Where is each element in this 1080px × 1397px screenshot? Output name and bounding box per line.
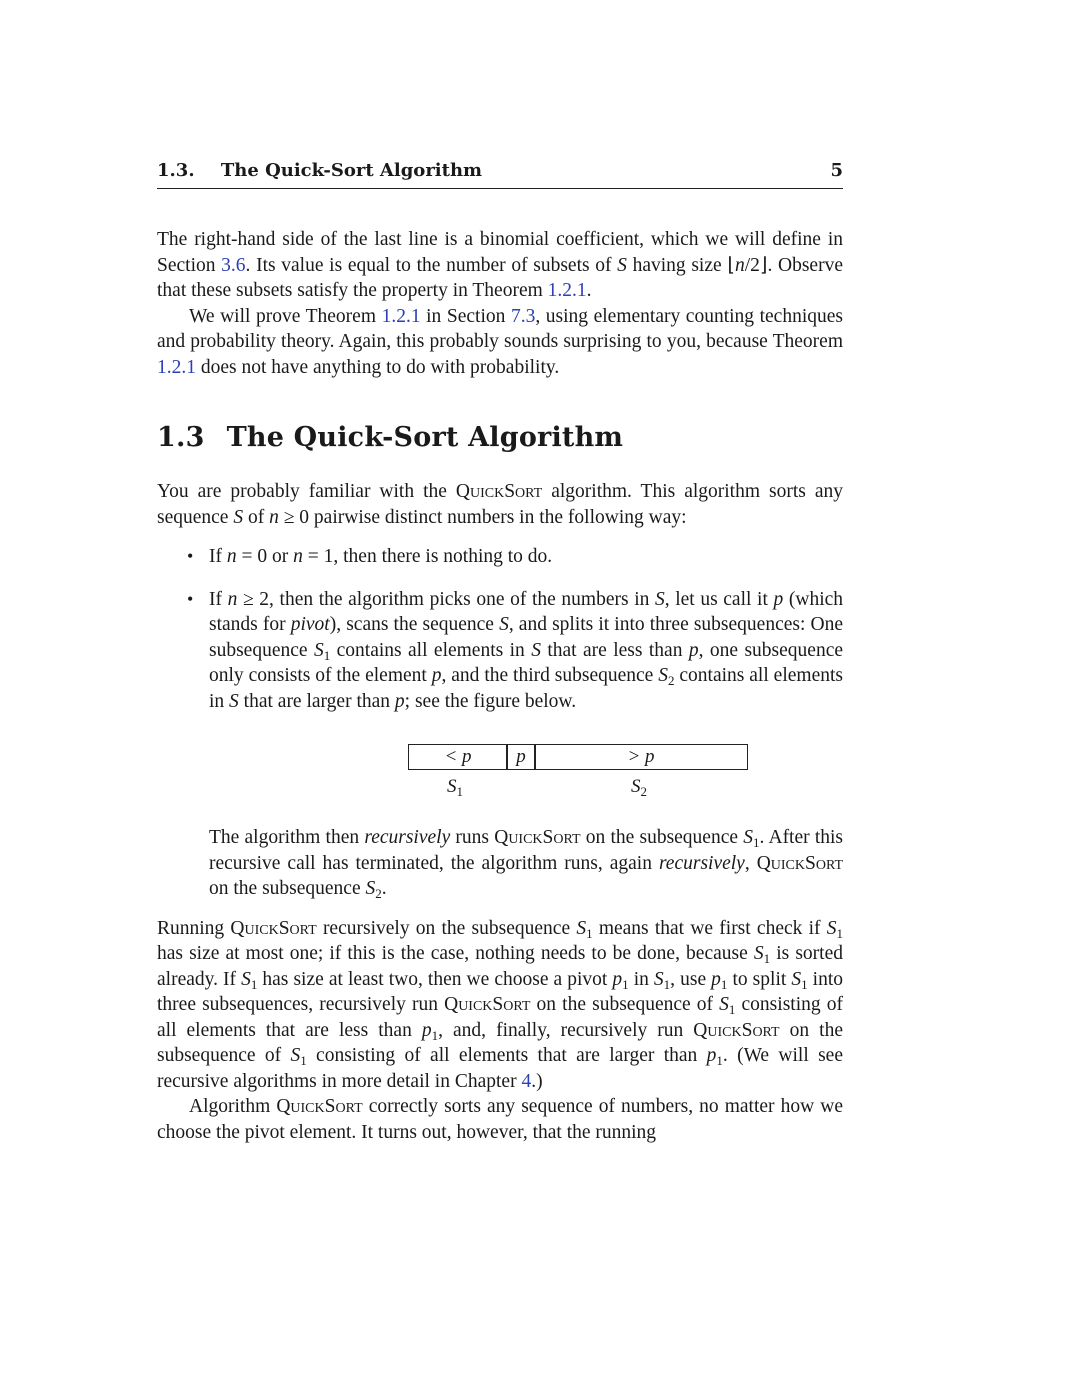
section-number: 1.3 [157,422,205,453]
intro-paragraph-1: The right-hand side of the last line is a binomial coefficient, which we will define in Section 3.6. Its value is equal to the number of subsets of S having size ⌊n/2⌋. Observe that these subsets satisfy the property in Theorem 1.2.1. [157,229,843,301]
link-section-3-6[interactable]: 3.6 [221,254,246,276]
link-theorem-1-2-1[interactable]: 1.2.1 [547,280,587,301]
running-quicksort-paragraph: Running QuickSort recursively on the subsequence $S_1$ means that we first check if $S_1$ has size at most one; if this is the case, nothing needs to be done, because $S_1$ is sorted already. If $S_1$ has size at least two, then we choose a pivot $p_1$ in $S_1$, use $p_1$ to split $S_1$ into three subsequences, recursively run QuickSort on the subsequence of $S_1$ consisting of all elements that are less than $p_1$, and, finally, recursively run QuickSort on the subsequence of $S_1$ consisting of all elements that are larger than $p_1$. (We will see recursive algorithms in more detail in Chapter 4.) [157,917,843,1092]
pivot-box: p [506,744,536,770]
link-theorem-1-2-1[interactable]: 1.2.1 [381,305,421,327]
link-section-7-3[interactable]: 7.3 [510,305,536,327]
section-title: The Quick-Sort Algorithm [226,422,624,453]
running-head-title-group [157,160,482,181]
running-head-title: The Quick-Sort Algorithm [220,160,483,181]
greater-than-pivot-box: > p [534,744,748,770]
intro-paragraph-2: We will prove Theorem 1.2.1 in Section 7.3, using elementary counting techniques and probability theory. Again, this probably sounds surprising to you, because Theorem 1.2.1 does not have anything to do with probability. [157,305,843,378]
case-list [157,544,843,808]
label-s1: $S_1$ [447,776,463,799]
section-heading [157,422,843,453]
correctness-paragraph: Algorithm QuickSort correctly sorts any sequence of numbers, no matter how we choose the pivot element. It turns out, however, that the running [157,1096,844,1143]
list-item: • If n ≥ 2, then the algorithm picks one of the numbers in S, let us call it p (which stands for pivot), scans the sequence S, and splits it into three subsequences: One subsequence $S_1$ contains all elements in S that are less than p, one subsequence only consists of the element p, and the third subsequence $S_2$ contains all elements in S that are larger than p; see the figure below. < p p > p $S_1$ $S_2$ [157,587,843,809]
less-than-pivot-box: < p [408,744,508,770]
page [157,160,843,1145]
page-number: 5 [830,160,843,181]
bullet-icon: • [187,588,194,609]
running-head-section-number: 1.3. [157,160,195,181]
bullet-icon: • [187,546,194,566]
running-head [157,160,843,189]
partition-figure [209,730,843,808]
list-item: • If n = 0 or n = 1, then there is nothing to do. [157,544,843,570]
quicksort-intro-paragraph: You are probably familiar with the QuickSort algorithm. This algorithm sorts any sequence S of n ≥ 0 pairwise distinct numbers in the following way: [157,481,843,528]
recursion-paragraph: The algorithm then recursively runs QuickSort on the subsequence $S_1$. After this recursive call has terminated, the algorithm runs, again recursively, QuickSort on the subsequence $S_2$. [209,827,844,901]
link-chapter-4[interactable]: 4 [521,1070,532,1092]
link-theorem-1-2-1[interactable]: 1.2.1 [157,356,196,378]
label-s2: $S_2$ [631,776,647,799]
